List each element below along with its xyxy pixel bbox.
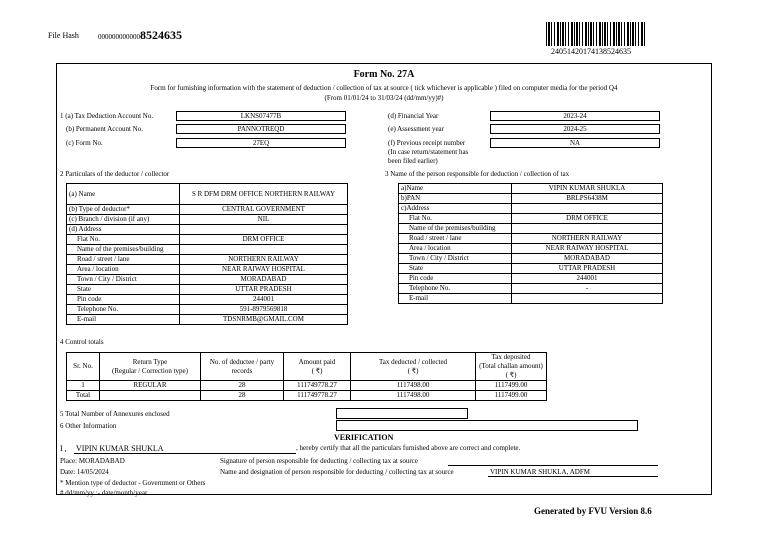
table-row (399, 234, 663, 244)
verify-i-label: I , (60, 444, 67, 453)
verify-certify: , hereby certify that all the particulars furnished above are correct and complete. (296, 444, 521, 452)
table-row (399, 284, 663, 294)
table-row (67, 245, 348, 255)
table-row (67, 275, 348, 285)
total-type (100, 391, 201, 401)
pan-value: PANNOTREQD (176, 124, 346, 134)
row1-sr: 1 (67, 381, 100, 391)
verify-name-underline (74, 453, 296, 454)
deductor-type-value: CENTRAL GOVERNMENT (180, 205, 348, 215)
table-row (67, 255, 348, 265)
col-amount-1: Amount paid (298, 357, 336, 366)
verify-date: Date: 14/05/2024 (60, 468, 109, 476)
annexures-box (336, 408, 468, 419)
row1-type: REGULAR (100, 381, 201, 391)
total-amount: 111749778.27 (284, 391, 351, 401)
deductor-state-label: State (67, 285, 180, 295)
form-no-label: (c) Form No. (66, 139, 103, 147)
col-deducted (351, 353, 476, 381)
table-row (399, 194, 663, 204)
signature-label: Signature of person responsible for deducting / collecting tax at source (220, 457, 418, 465)
deductor-premises-value (180, 245, 348, 255)
resp-email-value (512, 294, 663, 304)
resp-area-label: Area / location (399, 244, 512, 254)
total-deposited: 1117499.00 (476, 391, 547, 401)
note-date-format: # dd/mm/yy :- date/month/year (60, 489, 148, 497)
deductor-road-label: Road / street / lane (67, 255, 180, 265)
table-row (399, 264, 663, 274)
table-row (67, 295, 348, 305)
resp-address-value (512, 204, 663, 214)
deductor-state-value: UTTAR PRADESH (180, 285, 348, 295)
designation-value: VIPIN KUMAR SHUKLA, ADFM (490, 468, 590, 476)
table-row (399, 244, 663, 254)
table-row (67, 215, 348, 225)
row1-deposited: 1117499.00 (476, 381, 547, 391)
ay-label: (e) Assessment year (388, 125, 444, 133)
total-records: 28 (201, 391, 284, 401)
resp-pin-value: 244001 (512, 274, 663, 284)
resp-email-label: E-mail (399, 294, 512, 304)
verify-name: VIPIN KUMAR SHUKLA (76, 444, 164, 453)
prev-receipt-label-2: (In case return/statement has (388, 148, 469, 156)
deductor-town-value: MORADABAD (180, 275, 348, 285)
pan-label: (b) Permanent Account No. (66, 125, 143, 133)
col-deducted-2: ( ₹) (407, 366, 419, 375)
prev-receipt-label-3: been filed earlier) (388, 157, 438, 165)
control-table (66, 352, 547, 401)
col-return-type-2: (Regular / Correction type) (111, 366, 188, 375)
deductor-area-value: NEAR RAIWAY HOSPITAL (180, 265, 348, 275)
total-deducted: 1117498.00 (351, 391, 476, 401)
deductor-flat-value: DRM OFFICE (180, 235, 348, 245)
form-no-value: 27EQ (176, 138, 346, 148)
row1-amount: 111749778.27 (284, 381, 351, 391)
deductor-branch-label: (c) Branch / division (if any) (67, 215, 180, 225)
other-info-label: 6 Other Information (60, 422, 117, 430)
resp-flat-value: DRM OFFICE (512, 214, 663, 224)
designation-label: Name and designation of person responsible for deducting / collecting tax at source (220, 468, 454, 476)
table-row (399, 214, 663, 224)
resp-premises-label: Name of the premises/building (399, 224, 512, 234)
resp-pin-label: Pin code (399, 274, 512, 284)
resp-area-value: NEAR RAIWAY HOSPITAL (512, 244, 663, 254)
deductor-premises-label: Name of the premises/building (67, 245, 180, 255)
table-row (67, 225, 348, 235)
deductor-town-label: Town / City / District (67, 275, 180, 285)
deductor-heading: 2 Particulars of the deductor / collector (60, 170, 170, 178)
resp-state-label: State (399, 264, 512, 274)
resp-town-value: MORADABAD (512, 254, 663, 264)
tan-label: 1 (a) Tax Deduction Account No. (60, 112, 154, 120)
form-subtitle: Form for furnishing information with the statement of deduction / collection of tax at source ( tick whichever is applicable ) filed on computer media for the period Q4 (150, 84, 618, 92)
table-row (67, 353, 547, 381)
deductor-branch-value: NIL (180, 215, 348, 225)
annexures-label: 5 Total Number of Annexures enclosed (60, 410, 170, 418)
file-hash-value (98, 28, 182, 43)
table-row (67, 285, 348, 295)
verification-title: VERIFICATION (334, 433, 394, 442)
table-row (67, 235, 348, 245)
col-records-1: No. of deductee / party (209, 357, 275, 366)
table-row (67, 265, 348, 275)
resp-phone-value: - (512, 284, 663, 294)
prev-receipt-label-1: (f) Previous receipt number (388, 139, 466, 147)
row1-deducted: 1117498.00 (351, 381, 476, 391)
row1-records: 28 (201, 381, 284, 391)
deductor-phone-label: Telephone No. (67, 305, 180, 315)
table-row (67, 381, 547, 391)
deductor-email-label: E-mail (67, 315, 180, 325)
col-records-2: records (231, 366, 253, 375)
col-sr: Sr. No. (67, 353, 100, 381)
file-hash-bold: 8524635 (140, 28, 182, 42)
col-records (201, 353, 284, 381)
form-title: Form No. 27A (353, 69, 415, 80)
deductor-name-value: S R DFM DRM OFFICE NORTHERN RAILWAY (180, 184, 348, 205)
table-row (399, 204, 663, 214)
deductor-address-value (180, 225, 348, 235)
col-deducted-1: Tax deducted / collected (378, 357, 448, 366)
deductor-flat-label: Flat No. (67, 235, 180, 245)
resp-road-value: NORTHERN RAILWAY (512, 234, 663, 244)
tan-value: LKNS07477B (176, 111, 346, 121)
file-hash-label: File Hash (48, 31, 79, 40)
table-row (67, 184, 348, 205)
resp-address-label: c)Address (399, 204, 512, 214)
resp-town-label: Town / City / District (399, 254, 512, 264)
deductor-email-value: TDSNRMB@GMAIL.COM (180, 315, 348, 325)
deductor-pin-value: 244001 (180, 295, 348, 305)
barcode-number: 24051420174138524635 (551, 47, 631, 56)
table-row (399, 224, 663, 234)
resp-road-label: Road / street / lane (399, 234, 512, 244)
col-deposited-3: ( ₹) (505, 371, 517, 379)
resp-flat-label: Flat No. (399, 214, 512, 224)
fy-value: 2023-24 (490, 111, 660, 121)
col-return-type (100, 353, 201, 381)
responsible-heading: 3 Name of the person responsible for deduction / collection of tax (385, 170, 570, 178)
deductor-area-label: Area / location (67, 265, 180, 275)
responsible-table (398, 183, 663, 304)
deductor-road-value: NORTHERN RAILWAY (180, 255, 348, 265)
resp-name-value: VIPIN KUMAR SHUKLA (512, 184, 663, 194)
table-row (399, 274, 663, 284)
deductor-name-label: (a) Name (67, 184, 180, 205)
table-row (399, 184, 663, 194)
table-row (399, 254, 663, 264)
fy-label: (d) Financial Year (388, 112, 439, 120)
note-deductor-type: * Mention type of deductor - Government or Others (60, 479, 206, 487)
fvu-version-footer: Generated by FVU Version 8.6 (534, 506, 652, 516)
designation-line (488, 476, 658, 477)
file-hash-prefix: 000000000000 (98, 33, 140, 41)
form-period: (From 01/01/24 to 31/03/24 (dd/mm/yy)#) (324, 94, 444, 102)
resp-phone-label: Telephone No. (399, 284, 512, 294)
verify-place: Place: MORADABAD (60, 457, 125, 465)
resp-name-label: a)Name (399, 184, 512, 194)
barcode-image (546, 22, 646, 46)
resp-pan-label: b)PAN (399, 194, 512, 204)
col-return-type-1: Return Type (132, 357, 168, 366)
deductor-address-label: (d) Address (67, 225, 180, 235)
table-row (67, 205, 348, 215)
table-row (67, 315, 348, 325)
control-heading: 4 Control totals (60, 338, 104, 346)
deductor-phone-value: 591-8979569818 (180, 305, 348, 315)
resp-state-value: UTTAR PRADESH (512, 264, 663, 274)
col-deposited (476, 353, 547, 381)
table-row (67, 305, 348, 315)
signature-line (448, 465, 658, 466)
table-row (67, 391, 547, 401)
resp-premises-value (512, 224, 663, 234)
resp-pan-value: BRLPS6438M (512, 194, 663, 204)
total-sr: Total (67, 391, 100, 401)
col-amount-2: ( ₹) (311, 366, 323, 375)
deductor-pin-label: Pin code (67, 295, 180, 305)
table-row (399, 294, 663, 304)
other-info-box (336, 420, 638, 431)
ay-value: 2024-25 (490, 124, 660, 134)
deductor-table (66, 183, 348, 325)
prev-receipt-value: NA (490, 138, 660, 148)
col-deposited-1: Tax deposited (491, 353, 531, 361)
col-deposited-2: (Total challan amount) (479, 362, 543, 370)
col-amount (284, 353, 351, 381)
deductor-type-label: (b) Type of deductor* (67, 205, 180, 215)
